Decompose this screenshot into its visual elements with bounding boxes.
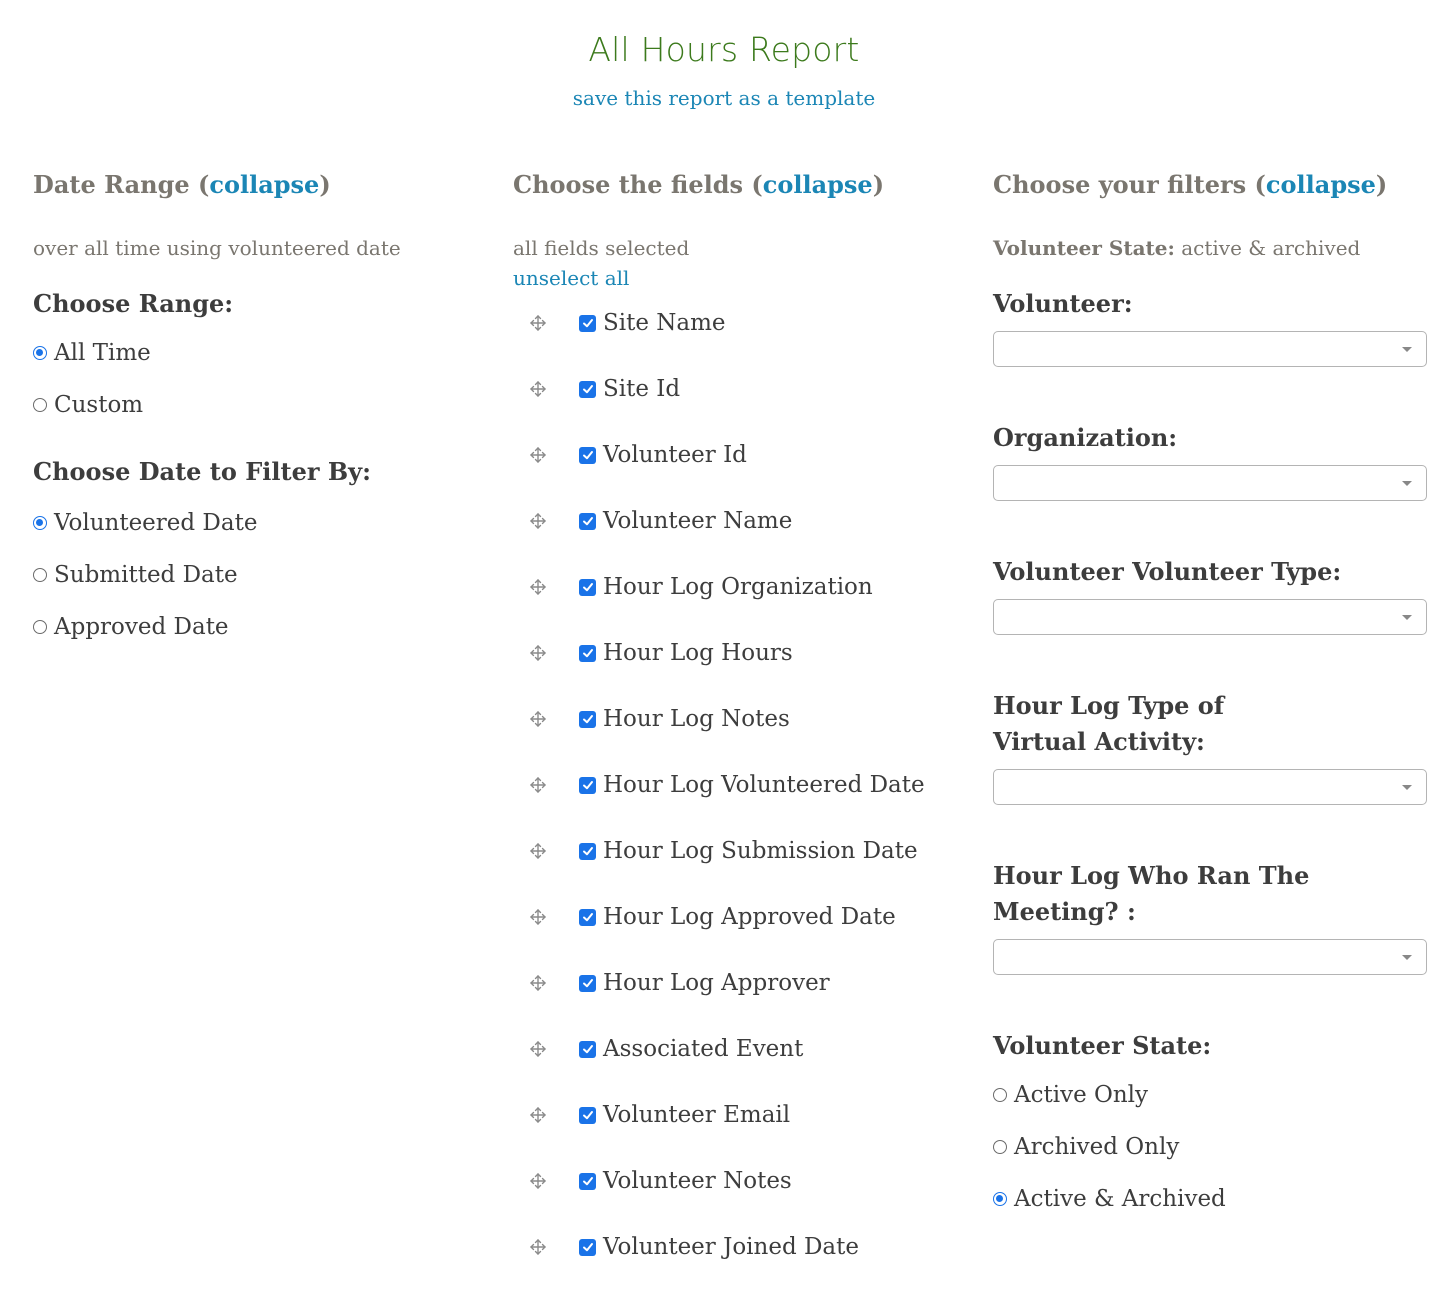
chevron-down-icon	[1402, 481, 1412, 486]
field-checkbox[interactable]	[579, 513, 596, 530]
filters-summary: Volunteer State: active & archived	[993, 236, 1361, 260]
field-label: Hour Log Volunteered Date	[603, 772, 925, 798]
field-checkbox[interactable]	[579, 447, 596, 464]
field-label: Hour Log Notes	[603, 706, 790, 732]
field-checkbox[interactable]	[579, 843, 596, 860]
field-label: Volunteer Id	[603, 442, 747, 468]
fields-heading: Choose the fields (collapse)	[513, 170, 885, 199]
field-label: Associated Event	[603, 1036, 804, 1062]
drag-handle-icon[interactable]	[528, 775, 548, 795]
drag-handle-icon[interactable]	[528, 1171, 548, 1191]
volunteer-filter-label: Volunteer:	[993, 289, 1133, 318]
range-option-all-time[interactable]: All Time	[33, 340, 151, 366]
field-label: Hour Log Approved Date	[603, 904, 896, 930]
field-row	[513, 1098, 790, 1132]
field-checkbox[interactable]	[579, 711, 596, 728]
field-checkbox[interactable]	[579, 1239, 596, 1256]
chevron-down-icon	[1402, 955, 1412, 960]
date-range-heading: Date Range (collapse)	[33, 170, 331, 199]
choose-range-label: Choose Range:	[33, 289, 234, 318]
field-checkbox[interactable]	[579, 909, 596, 926]
field-label: Hour Log Submission Date	[603, 838, 918, 864]
radio-selected-icon[interactable]	[993, 1192, 1007, 1206]
virtual-activity-filter-label: Hour Log Type of Virtual Activity:	[993, 691, 1225, 756]
field-row	[513, 438, 747, 472]
field-label: Hour Log Organization	[603, 574, 873, 600]
field-row	[513, 834, 918, 868]
chevron-down-icon	[1402, 615, 1412, 620]
organization-select[interactable]	[993, 465, 1427, 501]
field-row	[513, 702, 790, 736]
field-checkbox[interactable]	[579, 579, 596, 596]
field-row	[513, 1230, 859, 1264]
date-range-collapse-link[interactable]: collapse	[209, 170, 320, 199]
chevron-down-icon	[1402, 785, 1412, 790]
save-template-link[interactable]: save this report as a template	[572, 86, 876, 110]
radio-unselected-icon[interactable]	[33, 568, 47, 582]
volunteer-select[interactable]	[993, 331, 1427, 367]
radio-unselected-icon[interactable]	[33, 620, 47, 634]
field-label: Site Id	[603, 376, 681, 402]
filters-collapse-link[interactable]: collapse	[1265, 170, 1376, 199]
state-option-active-only[interactable]: Active Only	[993, 1082, 1148, 1108]
field-label: Hour Log Hours	[603, 640, 793, 666]
field-row	[513, 1164, 792, 1198]
field-checkbox[interactable]	[579, 1107, 596, 1124]
filters-heading: Choose your filters (collapse)	[993, 170, 1388, 199]
unselect-all-link[interactable]: unselect all	[513, 266, 630, 290]
radio-unselected-icon[interactable]	[993, 1140, 1007, 1154]
field-checkbox[interactable]	[579, 975, 596, 992]
field-row	[513, 636, 793, 670]
drag-handle-icon[interactable]	[528, 643, 548, 663]
state-option-active-archived[interactable]: Active & Archived	[993, 1186, 1226, 1212]
volunteer-type-filter-label: Volunteer Volunteer Type:	[993, 557, 1342, 586]
drag-handle-icon[interactable]	[528, 973, 548, 993]
drag-handle-icon[interactable]	[528, 1105, 548, 1125]
drag-handle-icon[interactable]	[528, 907, 548, 927]
drag-handle-icon[interactable]	[528, 577, 548, 597]
chevron-down-icon	[1402, 347, 1412, 352]
date-option-volunteered[interactable]: Volunteered Date	[33, 510, 257, 536]
choose-date-filter-label: Choose Date to Filter By:	[33, 457, 371, 486]
field-label: Volunteer Name	[603, 508, 793, 534]
field-checkbox[interactable]	[579, 1041, 596, 1058]
field-row	[513, 900, 896, 934]
field-row	[513, 504, 792, 538]
meeting-filter-label: Hour Log Who Ran The Meeting? :	[993, 861, 1310, 926]
field-checkbox[interactable]	[579, 381, 596, 398]
drag-handle-icon[interactable]	[528, 445, 548, 465]
drag-handle-icon[interactable]	[528, 841, 548, 861]
radio-selected-icon[interactable]	[33, 516, 47, 530]
organization-filter-label: Organization:	[993, 423, 1178, 452]
virtual-activity-select[interactable]	[993, 769, 1427, 805]
field-row	[513, 768, 925, 802]
volunteer-type-select[interactable]	[993, 599, 1427, 635]
radio-unselected-icon[interactable]	[33, 398, 47, 412]
radio-selected-icon[interactable]	[33, 346, 47, 360]
drag-handle-icon[interactable]	[528, 313, 548, 333]
meeting-select[interactable]	[993, 939, 1427, 975]
state-option-archived-only[interactable]: Archived Only	[993, 1134, 1179, 1160]
field-checkbox[interactable]	[579, 645, 596, 662]
field-label: Site Name	[603, 310, 726, 336]
range-option-custom[interactable]: Custom	[33, 392, 143, 418]
page-title: All Hours Report	[588, 30, 860, 69]
radio-unselected-icon[interactable]	[993, 1088, 1007, 1102]
field-checkbox[interactable]	[579, 315, 596, 332]
field-row	[513, 306, 726, 340]
drag-handle-icon[interactable]	[528, 709, 548, 729]
field-row	[513, 1032, 803, 1066]
volunteer-state-label: Volunteer State:	[993, 1031, 1212, 1060]
field-label: Volunteer Joined Date	[603, 1234, 859, 1260]
field-checkbox[interactable]	[579, 777, 596, 794]
field-label: Volunteer Notes	[603, 1168, 792, 1194]
date-option-submitted[interactable]: Submitted Date	[33, 562, 238, 588]
fields-summary: all fields selected	[513, 236, 690, 260]
drag-handle-icon[interactable]	[528, 511, 548, 531]
field-row	[513, 966, 830, 1000]
field-label: Volunteer Email	[603, 1102, 791, 1128]
field-checkbox[interactable]	[579, 1173, 596, 1190]
date-option-approved[interactable]: Approved Date	[33, 614, 229, 640]
drag-handle-icon[interactable]	[528, 379, 548, 399]
date-range-summary: over all time using volunteered date	[33, 236, 401, 260]
field-row	[513, 372, 680, 406]
field-row	[513, 570, 873, 604]
fields-collapse-link[interactable]: collapse	[762, 170, 873, 199]
drag-handle-icon[interactable]	[528, 1237, 548, 1257]
field-label: Hour Log Approver	[603, 970, 830, 996]
drag-handle-icon[interactable]	[528, 1039, 548, 1059]
